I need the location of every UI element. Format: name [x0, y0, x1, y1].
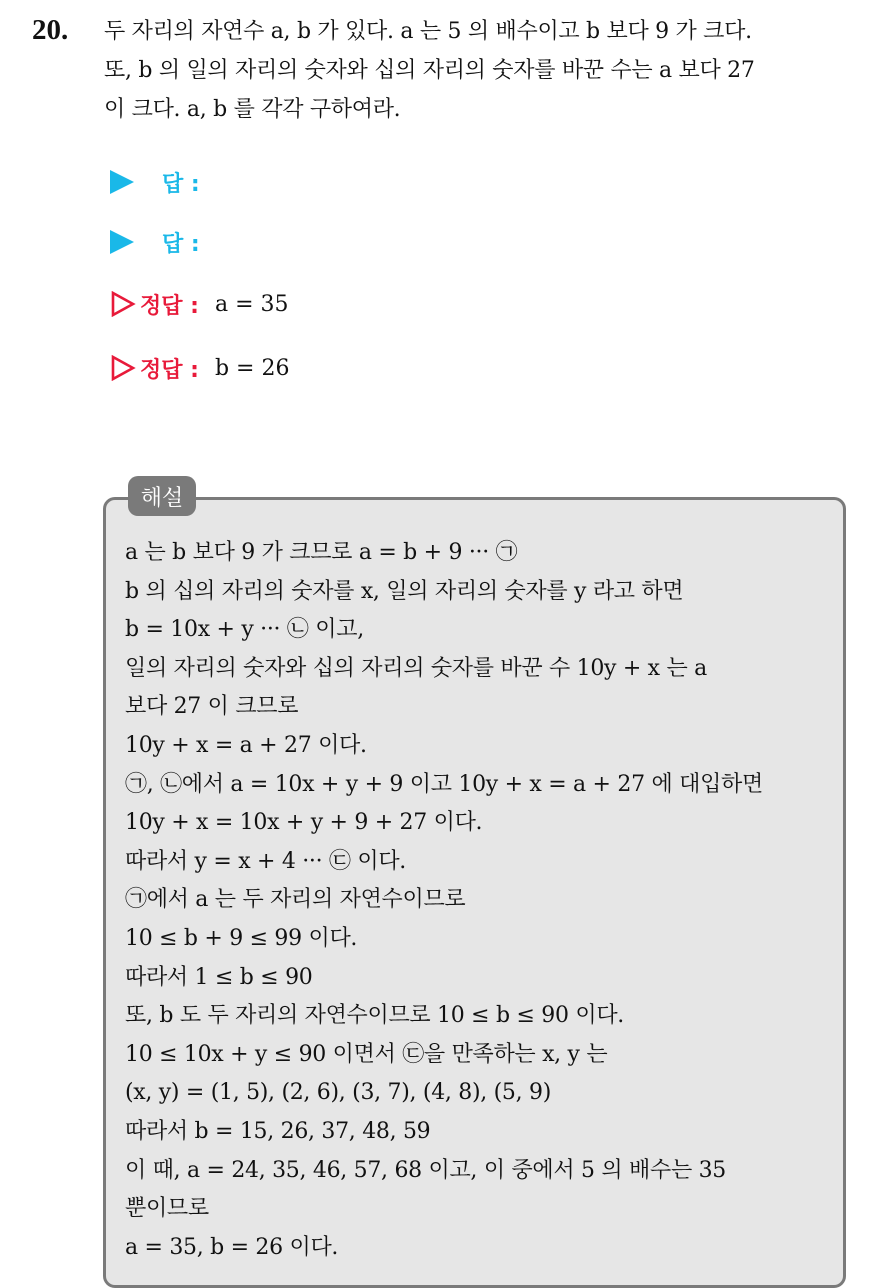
question-line: 또, b 의 일의 자리의 숫자와 십의 자리의 숫자를 바꾼 수는 a 보다 27 [104, 58, 755, 83]
answer-label: 답 : [162, 171, 200, 197]
answer-label: 답 : [162, 231, 200, 257]
solution-line: 10y + x = a + 27 이다. [125, 732, 367, 758]
solution-line: b = 10x + y ··· ㉡ 이고, [125, 617, 364, 643]
question-text [104, 12, 874, 129]
solution-line: 따라서 y = x + 4 ··· ㉢ 이다. [125, 848, 406, 874]
solution-line: (x, y) = (1, 5), (2, 6), (3, 7), (4, 8), (5, 9) [125, 1080, 551, 1106]
solution-tag: 해설 [128, 476, 196, 516]
solution-line: 또, b 도 두 자리의 자연수이므로 10 ≤ b ≤ 90 이다. [125, 1003, 624, 1029]
correct-label: 정답 : [140, 357, 199, 383]
answer-blank-1 [110, 164, 200, 200]
solution-line: 보다 27 이 크므로 [125, 694, 299, 720]
question-line: 이 크다. a, b 를 각각 구하여라. [104, 97, 401, 122]
solution-line: 일의 자리의 숫자와 십의 자리의 숫자를 바꾼 수 10y + x 는 a [125, 655, 707, 681]
solution-line: ㉠에서 a 는 두 자리의 자연수이므로 [125, 887, 466, 913]
outline-arrow-icon [110, 291, 136, 317]
correct-answer-1 [110, 286, 289, 322]
solution-line: 10 ≤ 10x + y ≤ 90 이면서 ㉢을 만족하는 x, y 는 [125, 1041, 608, 1067]
solution-line: 10 ≤ b + 9 ≤ 99 이다. [125, 925, 358, 951]
play-arrow-icon [110, 230, 134, 254]
question-line: 두 자리의 자연수 a, b 가 있다. a 는 5 의 배수이고 b 보다 9 가 크다. [104, 19, 752, 44]
answer-blank-2 [110, 224, 200, 260]
solution-line: a 는 b 보다 9 가 크므로 a = b + 9 ··· ㉠ [125, 540, 518, 565]
correct-label: 정답 : [140, 293, 199, 319]
correct-value: a = 35 [214, 291, 289, 317]
solution-line: ㉠, ㉡에서 a = 10x + y + 9 이고 10y + x = a + 27 에 대입하면 [125, 771, 763, 797]
solution-line: a = 35, b = 26 이다. [125, 1234, 339, 1260]
solution-line: 10y + x = 10x + y + 9 + 27 이다. [125, 810, 483, 836]
solution-line: 뿐이므로 [125, 1196, 209, 1222]
solution-line: 따라서 b = 15, 26, 37, 48, 59 [125, 1118, 431, 1144]
question-number: 20. [32, 14, 69, 46]
correct-answer-2 [110, 350, 289, 386]
outline-arrow-icon [110, 355, 136, 381]
solution-text [125, 534, 835, 1267]
correct-value: b = 26 [214, 355, 290, 381]
play-arrow-icon [110, 170, 134, 194]
solution-line: 따라서 1 ≤ b ≤ 90 [125, 964, 313, 990]
solution-line: 이 때, a = 24, 35, 46, 57, 68 이고, 이 중에서 5 의 배수는 35 [125, 1157, 726, 1183]
solution-line: b 의 십의 자리의 숫자를 x, 일의 자리의 숫자를 y 라고 하면 [125, 578, 684, 604]
